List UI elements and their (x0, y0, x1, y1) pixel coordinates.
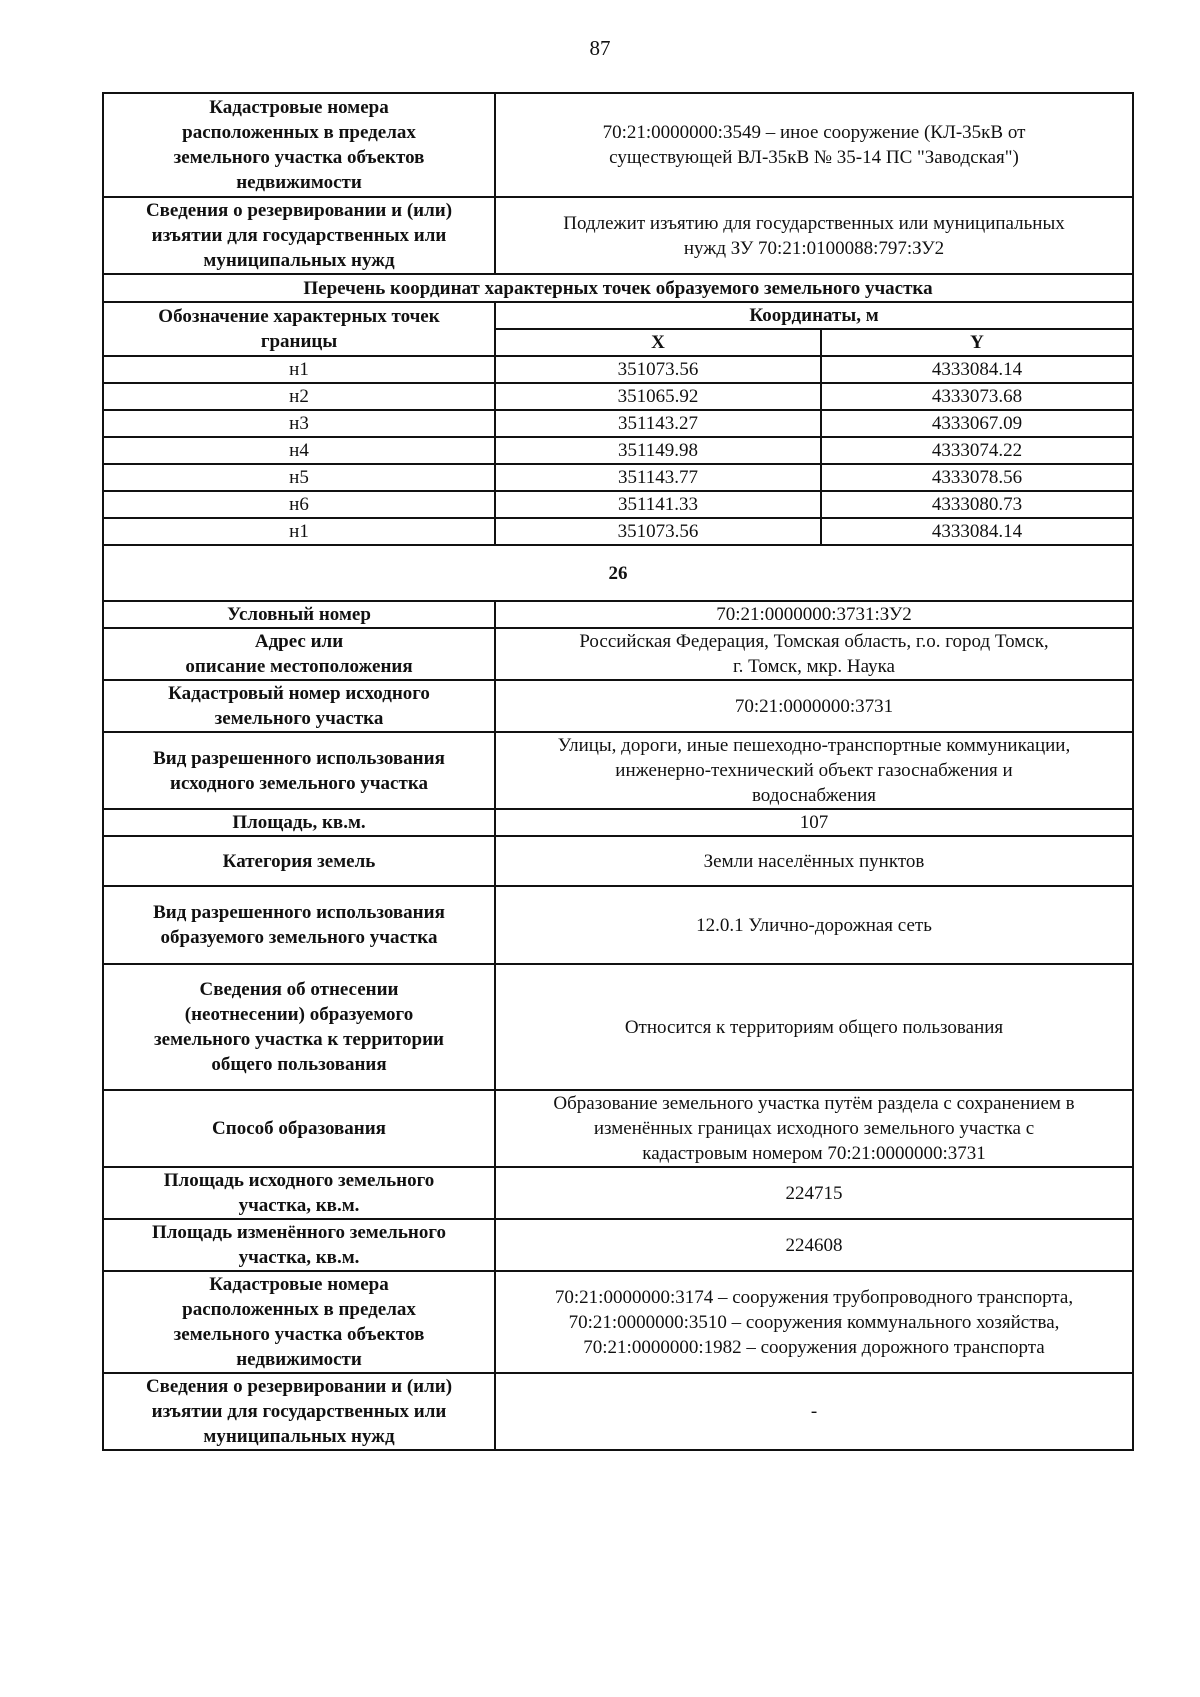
text-line: Улицы, дороги, иные пешеходно-транспортные коммуникации, (557, 735, 1071, 756)
text-line: Условный номер (227, 604, 371, 625)
row-label (103, 1167, 495, 1219)
text-line: земельного участка (214, 708, 384, 729)
text-line: - (810, 1401, 818, 1422)
row-value (495, 1219, 1133, 1271)
text-line: 70:21:0000000:3174 – сооружения трубопроводного транспорта, (554, 1286, 1074, 1308)
row-label (103, 628, 495, 680)
coord-row (103, 437, 1133, 464)
text-line: изъятии для государственных или (151, 225, 447, 246)
coord-row (103, 356, 1133, 383)
row-label (103, 732, 495, 809)
coord-point: н1 (103, 356, 495, 383)
coords-title-row (103, 274, 1133, 302)
text-line: образуемого земельного участка (160, 927, 438, 948)
section-number: 26 (103, 545, 1133, 601)
text-line: 224715 (785, 1182, 843, 1204)
text-line: Подлежит изъятию для государственных или муниципальных (563, 212, 1065, 234)
text-line: Образование земельного участка путём раздела с сохранением в (553, 1093, 1075, 1114)
text-line: расположенных в пределах (182, 1299, 416, 1320)
row-value (495, 1271, 1133, 1373)
row-value (495, 601, 1133, 628)
text-line: недвижимости (236, 172, 362, 193)
coord-point: н4 (103, 437, 495, 464)
text-line: Категория земель (222, 850, 376, 872)
text-line: исходного земельного участка (170, 772, 428, 794)
text-line: Способ образования (212, 1118, 386, 1139)
coord-x: 351073.56 (495, 518, 821, 545)
text-line: водоснабжения (751, 785, 877, 806)
text-line: Кадастровый номер исходного (168, 683, 430, 704)
section-row (103, 809, 1133, 836)
text-line: участка, кв.м. (238, 1195, 360, 1216)
text-line: 70:21:0000000:3731:ЗУ2 (716, 604, 912, 625)
row-label (103, 601, 495, 628)
row-value (495, 93, 1133, 197)
text-line: Сведения о резервировании и (или) (145, 200, 453, 221)
section-row (103, 628, 1133, 680)
text-line: Обозначение характерных точек (158, 306, 440, 327)
coord-x: 351143.77 (495, 464, 821, 491)
y-header: Y (821, 329, 1133, 356)
coord-x: 351065.92 (495, 383, 821, 410)
coord-x: 351073.56 (495, 356, 821, 383)
coord-row (103, 518, 1133, 545)
text-line: изъятии для государственных или (151, 1401, 447, 1422)
row-label (103, 1090, 495, 1167)
coord-row (103, 464, 1133, 491)
text-line: 107 (799, 812, 829, 833)
section-number-row (103, 545, 1133, 601)
text-line: недвижимости (236, 1349, 362, 1370)
coord-x: 351141.33 (495, 491, 821, 518)
text-line: Площадь исходного земельного (163, 1170, 435, 1191)
point-header (103, 302, 495, 356)
coord-row (103, 383, 1133, 410)
row-label (103, 93, 495, 197)
text-line: Площадь изменённого земельного (151, 1222, 446, 1243)
section-row (103, 680, 1133, 732)
text-line: 12.0.1 Улично-дорожная сеть (696, 914, 932, 936)
text-line: изменённых границах исходного земельного участка с (593, 1118, 1035, 1139)
text-line: 224608 (785, 1234, 843, 1256)
coord-row (103, 491, 1133, 518)
text-line: 70:21:0000000:1982 – сооружения дорожного транспорта (583, 1336, 1045, 1358)
coord-y: 4333073.68 (821, 383, 1133, 410)
land-plot-table (102, 92, 1134, 1451)
row-value (495, 628, 1133, 680)
section-row (103, 601, 1133, 628)
text-line: 70:21:0000000:3510 – сооружения коммунального хозяйства, (568, 1311, 1060, 1333)
text-line: Вид разрешенного использования (153, 747, 445, 769)
coord-y: 4333084.14 (821, 518, 1133, 545)
text-line: общего пользования (211, 1054, 387, 1075)
row-value (495, 1167, 1133, 1219)
text-line: Вид разрешенного использования (153, 902, 445, 923)
text-line: кадастровым номером 70:21:0000000:3731 (642, 1143, 986, 1164)
coord-y: 4333078.56 (821, 464, 1133, 491)
row-value (495, 1090, 1133, 1167)
section-row (103, 886, 1133, 964)
text-line: земельного участка объектов (173, 1324, 425, 1345)
row-label (103, 197, 495, 274)
text-line: Площадь, кв.м. (232, 812, 366, 833)
row-label (103, 1219, 495, 1271)
text-line: Сведения об отнесении (199, 979, 399, 1000)
section-row (103, 1167, 1133, 1219)
text-line: земельного участка к территории (154, 1029, 444, 1050)
row-value (495, 886, 1133, 964)
text-line: Адрес или (254, 631, 344, 652)
row-value (495, 680, 1133, 732)
row-value (495, 836, 1133, 886)
text-line: Кадастровые номера (209, 1274, 389, 1295)
row-value (495, 732, 1133, 809)
row-value (495, 1373, 1133, 1450)
text-line: земельного участка объектов (173, 147, 425, 168)
page-number: 87 (589, 36, 611, 60)
text-line: расположенных в пределах (182, 122, 416, 143)
coord-point: н5 (103, 464, 495, 491)
section-row (103, 836, 1133, 886)
coord-x: 351149.98 (495, 437, 821, 464)
section-row (103, 964, 1133, 1090)
coord-row (103, 410, 1133, 437)
row-label (103, 964, 495, 1090)
section-row (103, 1373, 1133, 1450)
coords-title: Перечень координат характерных точек образуемого земельного участка (103, 274, 1133, 302)
row-label (103, 1373, 495, 1450)
text-line: Кадастровые номера (209, 97, 389, 118)
text-line: Сведения о резервировании и (или) (145, 1376, 453, 1397)
coord-y: 4333074.22 (821, 437, 1133, 464)
info-row (103, 93, 1133, 197)
text-line: инженерно-технический объект газоснабжения и (615, 760, 1013, 781)
row-value (495, 964, 1133, 1090)
coord-point: н2 (103, 383, 495, 410)
info-row (103, 197, 1133, 274)
text-line: (неотнесении) образуемого (184, 1004, 414, 1025)
coord-point: н3 (103, 410, 495, 437)
text-line: Земли населённых пунктов (703, 850, 925, 872)
text-line: нужд ЗУ 70:21:0100088:797:ЗУ2 (683, 237, 945, 259)
coord-y: 4333067.09 (821, 410, 1133, 437)
text-line: участка, кв.м. (238, 1247, 360, 1268)
coord-point: н6 (103, 491, 495, 518)
text-line: Российская Федерация, Томская область, г.о. город Томск, (579, 631, 1049, 652)
text-line: существующей ВЛ-35кВ № 35-14 ПС "Заводская") (609, 147, 1019, 168)
x-header: X (495, 329, 821, 356)
text-line: описание местоположения (185, 656, 413, 677)
text-line: 70:21:0000000:3731 (734, 695, 894, 717)
row-label (103, 836, 495, 886)
text-line: г. Томск, мкр. Наука (733, 656, 895, 677)
section-row (103, 1271, 1133, 1373)
coord-header: Координаты, м (495, 302, 1133, 329)
section-row (103, 1219, 1133, 1271)
text-line: границы (260, 331, 338, 352)
section-row (103, 732, 1133, 809)
coord-y: 4333080.73 (821, 491, 1133, 518)
table-body (103, 93, 1133, 1450)
coord-y: 4333084.14 (821, 356, 1133, 383)
text-line: муниципальных нужд (203, 250, 395, 271)
row-value (495, 197, 1133, 274)
text-line: муниципальных нужд (203, 1426, 395, 1447)
coord-x: 351143.27 (495, 410, 821, 437)
row-label (103, 680, 495, 732)
section-row (103, 1090, 1133, 1167)
row-label (103, 809, 495, 836)
text-line: 70:21:0000000:3549 – иное сооружение (КЛ-35кВ от (602, 122, 1026, 143)
row-value (495, 809, 1133, 836)
coords-header-row (103, 302, 1133, 329)
text-line: Относится к территориям общего пользования (624, 1016, 1004, 1038)
coord-point: н1 (103, 518, 495, 545)
row-label (103, 1271, 495, 1373)
row-label (103, 886, 495, 964)
